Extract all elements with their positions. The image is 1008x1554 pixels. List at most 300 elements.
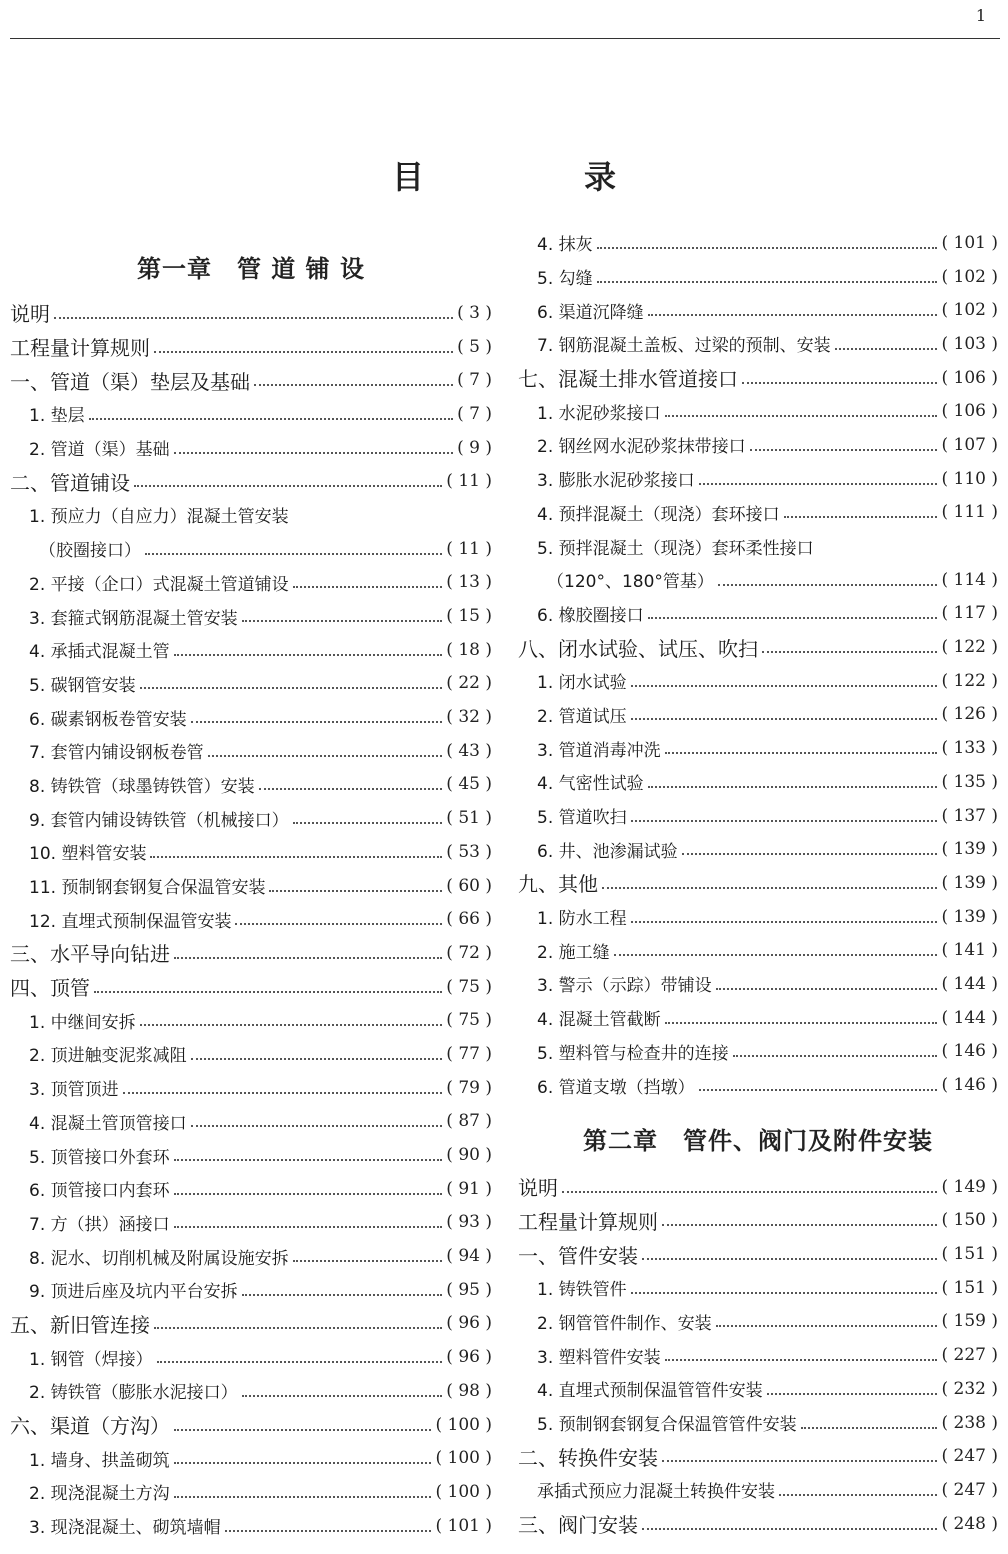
dot-leader	[648, 314, 938, 316]
toc-entry-page: ( 232 )	[941, 1378, 998, 1399]
dot-leader	[174, 452, 453, 454]
dot-leader	[174, 1496, 432, 1498]
toc-entry[interactable]	[518, 260, 998, 294]
toc-entry-page: ( 96 )	[446, 1347, 492, 1368]
dot-leader	[242, 620, 443, 622]
dot-leader	[242, 1294, 443, 1296]
dot-leader	[89, 418, 453, 420]
toc-entry-page: ( 144 )	[941, 1007, 998, 1028]
toc-entry[interactable]	[10, 1105, 492, 1139]
toc-entry-label: 4. 承插式混凝土管	[29, 642, 170, 663]
toc-entry[interactable]	[10, 835, 492, 869]
toc-entry-label: 2. 施工缝	[537, 942, 610, 963]
toc-entry-page: ( 7 )	[457, 403, 492, 424]
toc-entry-label: 说明	[518, 1176, 558, 1201]
toc-entry-label: 7. 钢筋混凝土盖板、过梁的预制、安装	[537, 336, 831, 357]
toc-entry-label: 5. 勾缝	[537, 269, 593, 290]
dot-leader	[662, 1224, 937, 1226]
toc-entry[interactable]	[10, 633, 492, 667]
toc-entry-page: ( 247 )	[941, 1479, 998, 1500]
toc-entry-page: ( 135 )	[941, 771, 998, 792]
toc-entry[interactable]	[518, 496, 998, 530]
dot-leader	[718, 584, 938, 586]
toc-entry[interactable]	[518, 1204, 998, 1238]
header-rule	[10, 38, 1000, 39]
toc-entry[interactable]	[518, 1271, 998, 1305]
toc-entry-label: 1. 中继间安拆	[29, 1012, 136, 1033]
dot-leader	[631, 1292, 938, 1294]
toc-entry-page: ( 149 )	[941, 1176, 998, 1197]
dot-leader	[174, 1159, 443, 1161]
toc-right-column	[518, 226, 998, 1540]
toc-list	[518, 1170, 998, 1541]
toc-entry-label: 1. 水泥砂浆接口	[537, 403, 661, 424]
toc-entry[interactable]	[518, 361, 998, 395]
toc-entry-page: ( 247 )	[941, 1446, 998, 1467]
toc-entry-label: 6. 橡胶圈接口	[537, 605, 644, 626]
toc-entry-page: ( 77 )	[446, 1043, 492, 1064]
toc-entry-page: ( 100 )	[435, 1414, 492, 1435]
dot-leader	[742, 382, 937, 384]
toc-entry[interactable]	[10, 498, 492, 532]
toc-entry-page: ( 13 )	[446, 572, 492, 593]
toc-entry-page: ( 122 )	[941, 637, 998, 658]
dot-leader	[293, 586, 443, 588]
toc-entry[interactable]	[518, 731, 998, 765]
toc-entry-label: 6. 顶管接口内套环	[29, 1181, 170, 1202]
toc-entry-page: ( 101 )	[941, 232, 998, 253]
toc-entry[interactable]	[518, 1170, 998, 1204]
page-number: 1	[975, 6, 986, 25]
toc-entry[interactable]	[10, 1340, 492, 1374]
dot-leader	[767, 1393, 938, 1395]
toc-entry-label: 11. 预制钢套钢复合保温管安装	[29, 878, 266, 899]
toc-entry-label: 6. 井、池渗漏试验	[537, 841, 678, 862]
toc-entry-page: ( 3 )	[457, 302, 492, 323]
dot-leader	[699, 1089, 938, 1091]
toc-entry-page: ( 100 )	[435, 1481, 492, 1502]
toc-entry-page: ( 139 )	[941, 872, 998, 893]
toc-entry-page: ( 117 )	[941, 603, 998, 624]
dot-leader	[140, 687, 443, 689]
toc-entry-label: 承插式预应力混凝土转换件安装	[537, 1482, 775, 1503]
toc-entry[interactable]	[518, 597, 998, 631]
dot-leader	[762, 651, 937, 653]
toc-entry[interactable]	[10, 1206, 492, 1240]
toc-entry[interactable]	[518, 1338, 998, 1372]
toc-entry-label: 三、阀门安装	[518, 1513, 638, 1538]
toc-entry-page: ( 106 )	[941, 367, 998, 388]
toc-entry-page: ( 72 )	[446, 942, 492, 963]
toc-entry-label: 9. 顶进后座及坑内平台安拆	[29, 1282, 238, 1303]
toc-entry[interactable]	[518, 832, 998, 866]
toc-entry-page: ( 238 )	[941, 1412, 998, 1433]
dot-leader	[642, 1258, 937, 1260]
toc-entry-page: ( 93 )	[446, 1212, 492, 1233]
dot-leader	[614, 954, 938, 956]
toc-entry-label: 8. 铸铁管（球墨铸铁管）安装	[29, 776, 255, 797]
toc-entry[interactable]	[10, 363, 492, 397]
toc-entry[interactable]	[10, 1138, 492, 1172]
toc-entry-page: ( 45 )	[446, 774, 492, 795]
dot-leader	[597, 247, 938, 249]
dot-leader	[174, 957, 442, 959]
dot-leader	[716, 1325, 938, 1327]
toc-entry-page: ( 32 )	[446, 707, 492, 728]
toc-entry-label: 4. 混凝土管顶管接口	[29, 1113, 187, 1134]
toc-entry-page: ( 100 )	[435, 1448, 492, 1469]
toc-entry-label: 2. 管道试压	[537, 706, 627, 727]
dot-leader	[648, 617, 938, 619]
toc-entry[interactable]	[10, 1003, 492, 1037]
dot-leader	[154, 351, 453, 353]
chapter-heading: 第二章 管件、阀门及附件安装	[583, 1126, 933, 1155]
toc-entry-label: 10. 塑料管安装	[29, 844, 147, 865]
toc-entry-label: 1. 防水工程	[537, 909, 627, 930]
toc-entry-page: ( 107 )	[941, 434, 998, 455]
dot-leader	[174, 1193, 443, 1195]
toc-entry[interactable]	[518, 428, 998, 462]
toc-entry-page: ( 133 )	[941, 738, 998, 759]
toc-entry[interactable]	[10, 936, 492, 970]
dot-leader	[562, 1191, 937, 1193]
dot-leader	[293, 822, 443, 824]
toc-entry[interactable]	[10, 1374, 492, 1408]
dot-leader	[269, 890, 442, 892]
toc-entry[interactable]	[518, 900, 998, 934]
page-title: 目 录	[391, 158, 680, 196]
dot-leader	[801, 1427, 938, 1429]
toc-entry[interactable]	[518, 765, 998, 799]
toc-entry-page: ( 102 )	[941, 266, 998, 287]
toc-entry[interactable]	[518, 866, 998, 900]
toc-entry[interactable]	[10, 801, 492, 835]
toc-entry-label: 5. 预制钢套钢复合保温管管件安装	[537, 1415, 797, 1436]
toc-entry[interactable]	[10, 768, 492, 802]
toc-entry-label: 4. 直埋式预制保温管管件安装	[537, 1381, 763, 1402]
toc-entry[interactable]	[518, 799, 998, 833]
toc-entry[interactable]	[10, 700, 492, 734]
toc-entry-page: ( 43 )	[446, 740, 492, 761]
toc-entry-label: 7. 方（拱）涵接口	[29, 1214, 170, 1235]
toc-entry-page: ( 11 )	[446, 538, 492, 559]
toc-entry[interactable]	[518, 1035, 998, 1069]
toc-entry[interactable]	[10, 1509, 492, 1543]
toc-entry-page: ( 139 )	[941, 839, 998, 860]
dot-leader	[134, 485, 442, 487]
toc-entry-page: ( 94 )	[446, 1246, 492, 1267]
toc-entry[interactable]	[518, 664, 998, 698]
toc-entry[interactable]	[10, 566, 492, 600]
toc-entry-page: ( 7 )	[457, 370, 492, 391]
toc-entry-label: 3. 顶管顶进	[29, 1080, 119, 1101]
toc-entry[interactable]	[10, 397, 492, 431]
toc-entry-label: 5. 顶管接口外套环	[29, 1147, 170, 1168]
toc-entry-label: 3. 现浇混凝土、砌筑墙帽	[29, 1518, 221, 1539]
toc-entry-label: 说明	[10, 302, 50, 327]
toc-entry[interactable]	[10, 532, 492, 566]
toc-entry-page: ( 91 )	[446, 1178, 492, 1199]
toc-entry[interactable]	[10, 599, 492, 633]
toc-entry-label: 3. 塑料管件安装	[537, 1347, 661, 1368]
toc-entry[interactable]	[10, 734, 492, 768]
toc-entry-page: ( 66 )	[446, 909, 492, 930]
toc-entry[interactable]	[10, 869, 492, 903]
dot-leader	[157, 1361, 443, 1363]
toc-entry-label: 5. 管道吹扫	[537, 808, 627, 829]
dot-leader	[154, 1327, 442, 1329]
dot-leader	[665, 415, 938, 417]
toc-entry-page: ( 151 )	[941, 1277, 998, 1298]
toc-entry-label: 六、渠道（方沟）	[10, 1414, 170, 1439]
toc-entry[interactable]	[518, 698, 998, 732]
toc-entry-label: 2. 管道（渠）基础	[29, 440, 170, 461]
toc-entry-page: ( 151 )	[941, 1244, 998, 1265]
toc-entry-label: 四、顶管	[10, 976, 90, 1001]
toc-entry[interactable]	[10, 970, 492, 1004]
toc-entry-page: ( 110 )	[941, 468, 998, 489]
dot-leader	[254, 384, 453, 386]
toc-entry-page: ( 141 )	[941, 940, 998, 961]
toc-entry[interactable]	[10, 464, 492, 498]
toc-entry-page: ( 150 )	[941, 1210, 998, 1231]
dot-leader	[597, 281, 938, 283]
dot-leader	[779, 1494, 937, 1496]
dot-leader	[225, 1530, 432, 1532]
dot-leader	[191, 1058, 443, 1060]
toc-list	[518, 226, 998, 1102]
toc-entry-page: ( 101 )	[435, 1515, 492, 1536]
toc-entry[interactable]	[10, 1273, 492, 1307]
toc-entry-page: ( 96 )	[446, 1313, 492, 1334]
toc-entry-label: 7. 套管内铺设钢板卷管	[29, 743, 204, 764]
toc-entry-label: 1. 垫层	[29, 406, 85, 427]
toc-entry[interactable]	[518, 462, 998, 496]
toc-entry-page: ( 126 )	[941, 704, 998, 725]
dot-leader	[682, 853, 938, 855]
toc-entry-page: ( 137 )	[941, 805, 998, 826]
toc-entry-page: ( 103 )	[941, 333, 998, 354]
toc-entry-label: （胶圈接口）	[39, 541, 141, 562]
toc-entry-label: 4. 混凝土管截断	[537, 1010, 661, 1031]
toc-entry-label: 2. 钢管管件制作、安装	[537, 1313, 712, 1334]
toc-entry[interactable]	[10, 1441, 492, 1475]
toc-entry-label: 1. 预应力（自应力）混凝土管安装	[29, 507, 289, 528]
dot-leader	[665, 752, 938, 754]
toc-entry-label: 5. 预拌混凝土（现浇）套环柔性接口	[537, 538, 814, 559]
toc-entry[interactable]	[518, 327, 998, 361]
toc-entry-label: 五、新旧管连接	[10, 1312, 150, 1337]
toc-entry[interactable]	[518, 1001, 998, 1035]
dot-leader	[242, 1395, 443, 1397]
toc-entry[interactable]	[518, 1372, 998, 1406]
toc-entry-page: ( 106 )	[941, 401, 998, 422]
toc-entry-page: ( 15 )	[446, 606, 492, 627]
toc-entry-page: ( 51 )	[446, 808, 492, 829]
dot-leader	[208, 755, 443, 757]
toc-entry-label: 工程量计算规则	[10, 336, 150, 361]
toc-entry[interactable]	[518, 1068, 998, 1102]
toc-entry-page: ( 11 )	[446, 471, 492, 492]
toc-entry-label: 4. 抹灰	[537, 235, 593, 256]
toc-entry-page: ( 144 )	[941, 973, 998, 994]
dot-leader	[631, 718, 938, 720]
toc-entry-page: ( 18 )	[446, 639, 492, 660]
toc-entry-page: ( 22 )	[446, 673, 492, 694]
toc-entry-label: 1. 闭水试验	[537, 673, 627, 694]
toc-entry[interactable]	[10, 1071, 492, 1105]
toc-entry[interactable]	[518, 933, 998, 967]
toc-entry-label: 2. 现浇混凝土方沟	[29, 1484, 170, 1505]
toc-entry-label: 4. 气密性试验	[537, 774, 644, 795]
toc-entry[interactable]	[518, 967, 998, 1001]
toc-entry[interactable]	[10, 902, 492, 936]
toc-list	[10, 296, 492, 1542]
toc-entry-page: ( 87 )	[446, 1111, 492, 1132]
toc-entry-label: 三、水平导向钻进	[10, 942, 170, 967]
dot-leader	[648, 786, 938, 788]
dot-leader	[665, 1359, 938, 1361]
toc-entry-label: 二、管道铺设	[10, 470, 130, 495]
toc-entry[interactable]	[518, 630, 998, 664]
toc-entry-page: ( 60 )	[446, 875, 492, 896]
toc-entry-page: ( 79 )	[446, 1077, 492, 1098]
toc-entry[interactable]	[518, 1473, 998, 1507]
toc-entry-label: 二、转换件安装	[518, 1445, 658, 1470]
dot-leader	[235, 923, 442, 925]
toc-entry-label: 2. 平接（企口）式混凝土管道铺设	[29, 574, 289, 595]
toc-entry[interactable]	[518, 1507, 998, 1541]
dot-leader	[191, 721, 443, 723]
toc-entry-page: ( 114 )	[941, 569, 998, 590]
toc-entry-label: 4. 预拌混凝土（现浇）套环接口	[537, 504, 780, 525]
dot-leader	[174, 1429, 431, 1431]
dot-leader	[94, 991, 442, 993]
toc-entry-label: 6. 管道支墩（挡墩）	[537, 1077, 695, 1098]
toc-entry-label: 3. 套箍式钢筋混凝土管安装	[29, 608, 238, 629]
dot-leader	[602, 887, 937, 889]
toc-entry-label: 6. 渠道沉降缝	[537, 302, 644, 323]
toc-entry-label: 1. 墙身、拱盖砌筑	[29, 1450, 170, 1471]
toc-entry[interactable]	[518, 529, 998, 563]
dot-leader	[631, 685, 938, 687]
toc-entry-label: 3. 膨胀水泥砂浆接口	[537, 471, 695, 492]
toc-entry-page: ( 146 )	[941, 1041, 998, 1062]
toc-entry-page: ( 5 )	[457, 336, 492, 357]
toc-entry[interactable]	[518, 394, 998, 428]
toc-entry-page: ( 248 )	[941, 1513, 998, 1534]
toc-entry-page: ( 53 )	[446, 841, 492, 862]
toc-entry[interactable]	[518, 293, 998, 327]
toc-entry[interactable]	[518, 1406, 998, 1440]
toc-entry-page: ( 111 )	[941, 502, 998, 523]
toc-entry[interactable]	[518, 563, 998, 597]
toc-entry[interactable]	[10, 1408, 492, 1442]
toc-entry[interactable]	[518, 1237, 998, 1271]
dot-leader	[835, 348, 938, 350]
toc-entry[interactable]	[10, 330, 492, 364]
toc-entry-label: 八、闭水试验、试压、吹扫	[518, 636, 758, 661]
toc-entry-label: 3. 管道消毒冲洗	[537, 740, 661, 761]
dot-leader	[642, 1528, 937, 1530]
dot-leader	[631, 820, 938, 822]
toc-entry-label: 2. 钢丝网水泥砂浆抹带接口	[537, 437, 746, 458]
dot-leader	[750, 449, 938, 451]
toc-entry-label: 七、混凝土排水管道接口	[518, 367, 738, 392]
toc-entry-page: ( 95 )	[446, 1279, 492, 1300]
toc-entry[interactable]	[10, 1239, 492, 1273]
dot-leader	[54, 317, 453, 319]
dot-leader	[259, 788, 443, 790]
toc-entry-label: 12. 直埋式预制保温管安装	[29, 911, 232, 932]
toc-entry-label: 3. 警示（示踪）带铺设	[537, 976, 712, 997]
toc-entry-label: 1. 钢管（焊接）	[29, 1349, 153, 1370]
dot-leader	[631, 921, 938, 923]
dot-leader	[174, 1462, 432, 1464]
toc-entry[interactable]	[10, 1307, 492, 1341]
dot-leader	[665, 1022, 938, 1024]
toc-entry[interactable]	[10, 1475, 492, 1509]
toc-entry-label: 2. 铸铁管（膨胀水泥接口）	[29, 1383, 238, 1404]
toc-entry-page: ( 159 )	[941, 1311, 998, 1332]
toc-entry-label: 5. 碳钢管安装	[29, 675, 136, 696]
dot-leader	[716, 988, 938, 990]
toc-entry-label: 一、管件安装	[518, 1243, 638, 1268]
toc-entry-label: 6. 碳素钢板卷管安装	[29, 709, 187, 730]
toc-entry[interactable]	[518, 1439, 998, 1473]
dot-leader	[174, 1226, 443, 1228]
dot-leader	[784, 516, 938, 518]
toc-entry-label: 2. 顶进触变泥浆减阻	[29, 1046, 187, 1067]
dot-leader	[733, 1055, 938, 1057]
toc-entry-page: ( 98 )	[446, 1380, 492, 1401]
dot-leader	[145, 553, 442, 555]
dot-leader	[174, 654, 443, 656]
toc-entry[interactable]	[518, 1305, 998, 1339]
dot-leader	[140, 1024, 443, 1026]
chapter-heading: 第一章 管 道 铺 设	[136, 255, 366, 283]
toc-entry-label: （120°、180°管基）	[547, 572, 714, 593]
dot-leader	[699, 483, 938, 485]
toc-entry-label: 5. 塑料管与检查井的连接	[537, 1043, 729, 1064]
toc-entry-label: 九、其他	[518, 872, 598, 897]
toc-entry[interactable]	[10, 431, 492, 465]
dot-leader	[662, 1460, 937, 1462]
toc-entry-page: ( 122 )	[941, 670, 998, 691]
dot-leader	[123, 1092, 443, 1094]
dot-leader	[150, 856, 442, 858]
toc-entry-page: ( 90 )	[446, 1145, 492, 1166]
toc-entry[interactable]	[518, 226, 998, 260]
toc-entry-label: 8. 泥水、切削机械及附属设施安拆	[29, 1248, 289, 1269]
toc-entry[interactable]	[10, 1037, 492, 1071]
toc-entry-page: ( 75 )	[446, 1010, 492, 1031]
toc-entry-label: 一、管道（渠）垫层及基础	[10, 369, 250, 394]
toc-left-column	[10, 244, 492, 1542]
dot-leader	[293, 1260, 443, 1262]
toc-entry-page: ( 227 )	[941, 1345, 998, 1366]
toc-entry-page: ( 146 )	[941, 1075, 998, 1096]
toc-entry[interactable]	[10, 667, 492, 701]
toc-entry[interactable]	[10, 296, 492, 330]
toc-entry-label: 工程量计算规则	[518, 1209, 658, 1234]
toc-entry-page: ( 75 )	[446, 976, 492, 997]
dot-leader	[191, 1125, 443, 1127]
toc-entry-label: 1. 铸铁管件	[537, 1280, 627, 1301]
toc-entry-label: 9. 套管内铺设铸铁管（机械接口）	[29, 810, 289, 831]
toc-entry-page: ( 9 )	[457, 437, 492, 458]
toc-entry[interactable]	[10, 1172, 492, 1206]
